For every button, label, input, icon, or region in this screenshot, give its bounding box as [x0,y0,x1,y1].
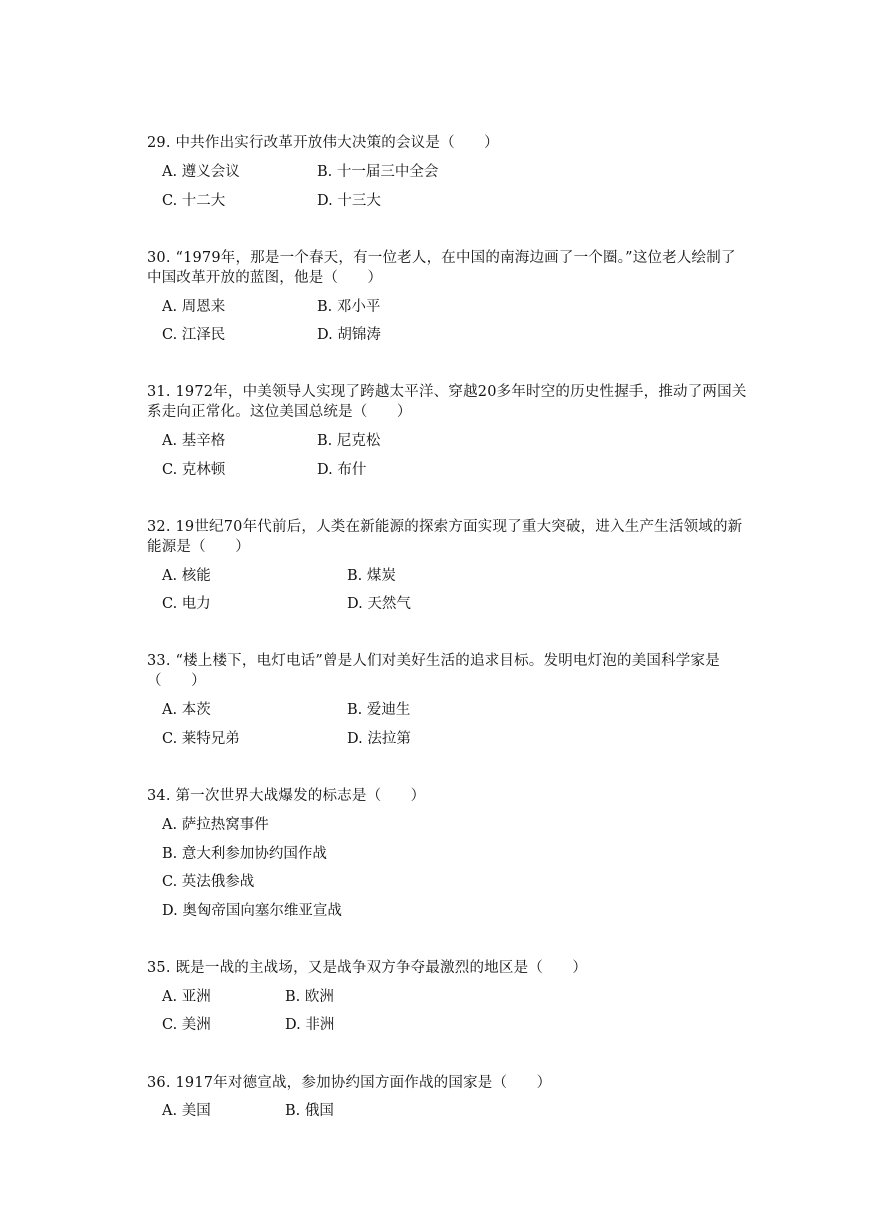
option-d: D. 非洲 [285,1017,335,1033]
question-35 [147,958,747,978]
option-a: A. 遵义会议 [162,164,240,180]
question-36 [147,1073,747,1093]
option-b: B. 欧洲 [285,989,334,1005]
question-29 [147,133,747,153]
question-stem: 33. “楼上楼下，电灯电话”曾是人们对美好生活的追求目标。发明电灯泡的美国科学家是（ ） [147,653,720,689]
option-c: C. 电力 [162,596,211,612]
question-32 [147,517,747,557]
question-33 [147,651,747,691]
option-a: A. 亚洲 [162,989,211,1005]
option-a: A. 核能 [162,568,211,584]
option-b: B. 十一届三中全会 [317,164,439,180]
question-stem: 30. “1979年，那是一个春天，有一位老人，在中国的南海边画了一个圈。”这位老人绘制了中国改革开放的蓝图，他是（ ） [147,250,736,286]
option-a: A. 周恩来 [162,299,226,315]
question-stem: 32. 19世纪70年代前后，人类在新能源的探索方面实现了重大突破，进入生产生活领域的新能源是（ ） [147,519,743,555]
option-c: C. 十二大 [162,193,226,209]
option-a: A. 基辛格 [162,433,226,449]
question-stem: 35. 既是一战的主战场，又是战争双方争夺最激烈的地区是（ ） [147,960,588,976]
option-a: A. 美国 [162,1103,211,1119]
option-d: D. 天然气 [347,596,411,612]
option-d: D. 十三大 [317,193,381,209]
question-stem: 29. 中共作出实行改革开放伟大决策的会议是（ ） [147,135,499,151]
option-b: B. 尼克松 [317,433,381,449]
question-stem: 36. 1917年对德宣战，参加协约国方面作战的国家是（ ） [147,1075,552,1091]
question-34 [147,786,747,806]
option-b: B. 邓小平 [317,299,381,315]
option-d: D. 法拉第 [347,731,411,747]
option-d: D. 奥匈帝国向塞尔维亚宣战 [162,903,342,919]
option-a: A. 本茨 [162,702,211,718]
option-c: C. 英法俄参战 [162,874,255,890]
option-d: D. 胡锦涛 [317,327,381,343]
option-a: A. 萨拉热窝事件 [162,817,269,833]
option-b: B. 煤炭 [347,568,396,584]
option-d: D. 布什 [317,462,367,478]
question-30 [147,248,747,288]
option-c: C. 江泽民 [162,327,226,343]
option-b: B. 意大利参加协约国作战 [162,846,327,862]
option-b: B. 爱迪生 [347,702,411,718]
option-c: C. 美洲 [162,1017,211,1033]
option-c: C. 莱特兄弟 [162,731,240,747]
option-b: B. 俄国 [285,1103,334,1119]
option-c: C. 克林顿 [162,462,226,478]
question-stem: 31. 1972年，中美领导人实现了跨越太平洋、穿越20多年时空的历史性握手，推动了两国关系走向正常化。这位美国总统是（ ） [147,384,747,420]
question-stem: 34. 第一次世界大战爆发的标志是（ ） [147,788,426,804]
question-31 [147,382,747,422]
